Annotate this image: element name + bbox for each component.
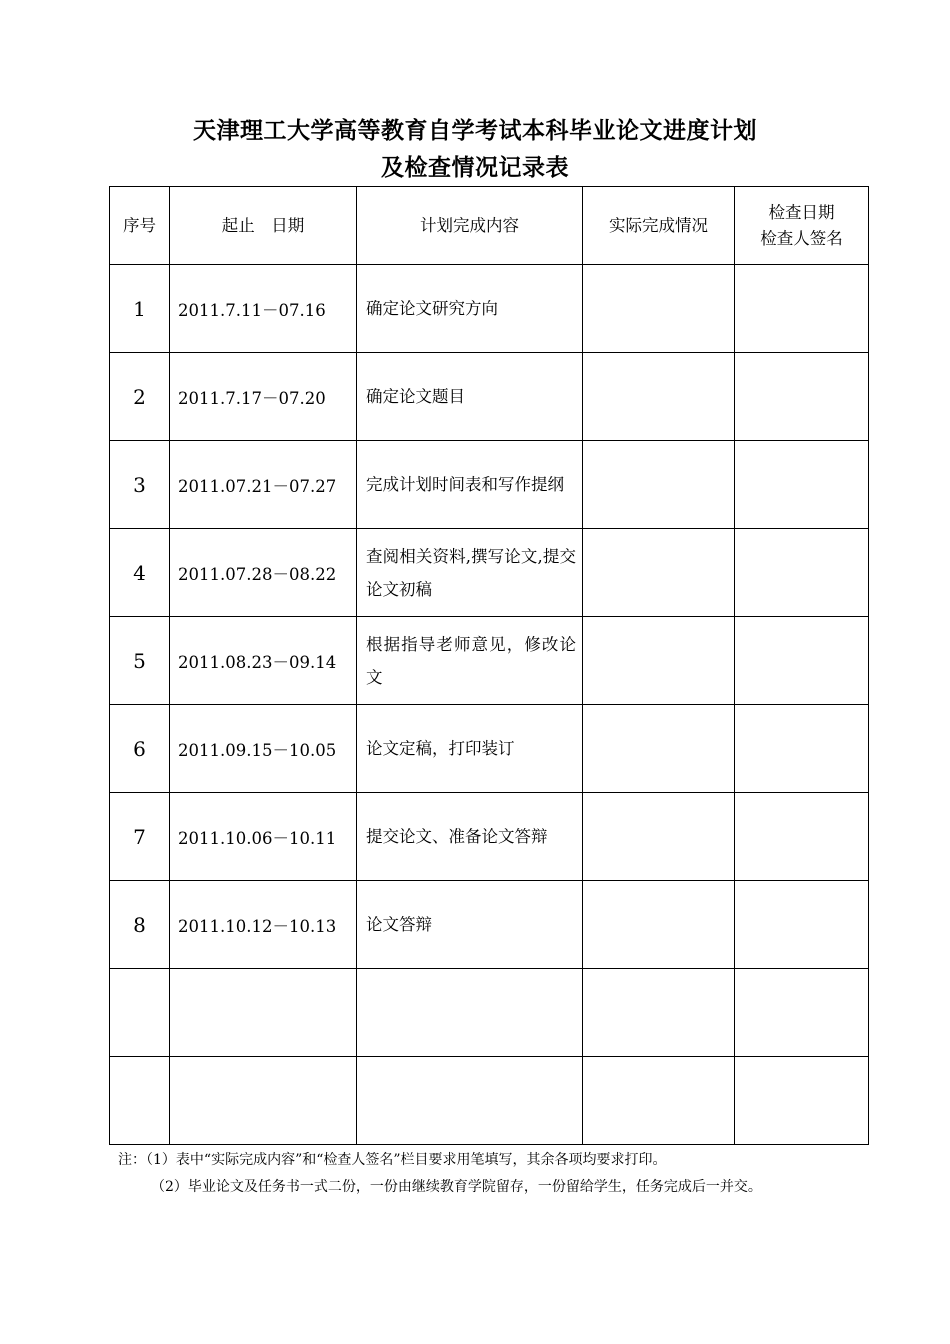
cell-actual[interactable] <box>583 881 735 969</box>
cell-check[interactable] <box>735 441 869 529</box>
cell-date: 2011.10.06－10.11 <box>170 793 357 881</box>
cell-plan: 论文定稿，打印装订 <box>357 705 583 793</box>
cell-seq <box>110 969 170 1057</box>
cell-date: 2011.07.21－07.27 <box>170 441 357 529</box>
cell-actual[interactable] <box>583 793 735 881</box>
cell-actual[interactable] <box>583 441 735 529</box>
cell-plan: 确定论文题目 <box>357 353 583 441</box>
cell-seq <box>110 1057 170 1145</box>
cell-actual[interactable] <box>583 705 735 793</box>
cell-seq: 5 <box>110 617 170 705</box>
table-row <box>110 1057 869 1145</box>
cell-check[interactable] <box>735 881 869 969</box>
table-row <box>110 441 869 529</box>
cell-date <box>170 969 357 1057</box>
table-row <box>110 617 869 705</box>
document-title-line1: 天津理工大学高等教育自学考试本科毕业论文进度计划 <box>193 118 757 144</box>
cell-plan: 确定论文研究方向 <box>357 265 583 353</box>
cell-plan: 根据指导老师意见，修改论文 <box>357 617 583 705</box>
cell-date: 2011.08.23－09.14 <box>170 617 357 705</box>
header-seq: 序号 <box>110 187 170 265</box>
progress-record-table <box>109 186 869 1145</box>
cell-date: 2011.07.28－08.22 <box>170 529 357 617</box>
table-body <box>110 265 869 1145</box>
header-date: 起止 日期 <box>170 187 357 265</box>
header-check-line1: 检查日期 <box>768 202 835 222</box>
cell-actual[interactable] <box>583 265 735 353</box>
table-row <box>110 793 869 881</box>
cell-date: 2011.7.17－07.20 <box>170 353 357 441</box>
cell-plan <box>357 969 583 1057</box>
header-check <box>735 187 869 265</box>
cell-check[interactable] <box>735 353 869 441</box>
cell-date: 2011.7.11－07.16 <box>170 265 357 353</box>
table-row <box>110 265 869 353</box>
cell-date: 2011.09.15－10.05 <box>170 705 357 793</box>
cell-seq: 3 <box>110 441 170 529</box>
cell-plan: 论文答辩 <box>357 881 583 969</box>
cell-seq: 8 <box>110 881 170 969</box>
document-title-line2: 及检查情况记录表 <box>381 155 569 181</box>
note-line1: 注：（1）表中“实际完成内容”和“检查人签名”栏目要求用笔填写，其余各项均要求打印。 <box>118 1152 667 1168</box>
cell-actual[interactable] <box>583 617 735 705</box>
cell-actual[interactable] <box>583 969 735 1057</box>
cell-plan: 完成计划时间表和写作提纲 <box>357 441 583 529</box>
cell-seq: 1 <box>110 265 170 353</box>
table-row <box>110 969 869 1057</box>
cell-seq: 6 <box>110 705 170 793</box>
table-header-row <box>110 187 869 265</box>
cell-actual[interactable] <box>583 529 735 617</box>
cell-plan <box>357 1057 583 1145</box>
cell-plan: 查阅相关资料,撰写论文,提交论文初稿 <box>357 529 583 617</box>
table-row <box>110 881 869 969</box>
cell-check[interactable] <box>735 529 869 617</box>
cell-seq: 4 <box>110 529 170 617</box>
cell-actual[interactable] <box>583 1057 735 1145</box>
table-row <box>110 353 869 441</box>
header-plan: 计划完成内容 <box>357 187 583 265</box>
header-check-line2: 检查人签名 <box>760 228 843 248</box>
note-line2: （2）毕业论文及任务书一式二份，一份由继续教育学院留存，一份留给学生，任务完成后一并交。 <box>151 1179 762 1195</box>
table-row <box>110 529 869 617</box>
cell-plan: 提交论文、准备论文答辩 <box>357 793 583 881</box>
cell-date: 2011.10.12－10.13 <box>170 881 357 969</box>
cell-check[interactable] <box>735 1057 869 1145</box>
cell-check[interactable] <box>735 705 869 793</box>
cell-seq: 2 <box>110 353 170 441</box>
header-actual: 实际完成情况 <box>583 187 735 265</box>
cell-date <box>170 1057 357 1145</box>
cell-actual[interactable] <box>583 353 735 441</box>
cell-check[interactable] <box>735 969 869 1057</box>
cell-check[interactable] <box>735 265 869 353</box>
cell-check[interactable] <box>735 617 869 705</box>
cell-check[interactable] <box>735 793 869 881</box>
cell-seq: 7 <box>110 793 170 881</box>
table-row <box>110 705 869 793</box>
